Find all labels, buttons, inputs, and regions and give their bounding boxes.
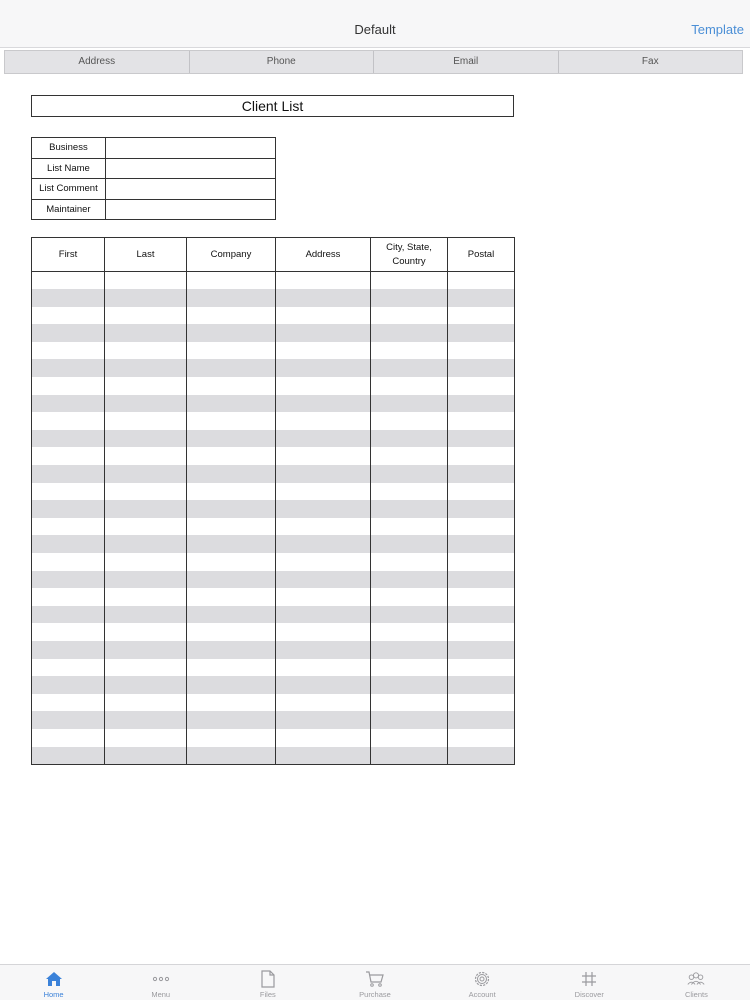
table-cell[interactable] bbox=[32, 606, 105, 624]
table-row bbox=[32, 465, 515, 483]
table-cell[interactable] bbox=[105, 747, 187, 765]
table-cell[interactable] bbox=[448, 342, 515, 360]
table-cell[interactable] bbox=[448, 729, 515, 747]
table-cell[interactable] bbox=[448, 289, 515, 307]
table-cell[interactable] bbox=[187, 272, 276, 290]
table-cell[interactable] bbox=[187, 447, 276, 465]
table-cell[interactable] bbox=[187, 289, 276, 307]
table-cell[interactable] bbox=[105, 395, 187, 413]
table-cell[interactable] bbox=[371, 623, 448, 641]
table-cell[interactable] bbox=[276, 694, 371, 712]
segment-email[interactable]: Email bbox=[374, 51, 559, 73]
table-cell[interactable] bbox=[371, 518, 448, 536]
table-row bbox=[32, 535, 515, 553]
table-cell[interactable] bbox=[187, 606, 276, 624]
table-cell[interactable] bbox=[32, 518, 105, 536]
table-cell[interactable] bbox=[187, 465, 276, 483]
table-cell[interactable] bbox=[187, 729, 276, 747]
column-header-last: Last bbox=[105, 238, 187, 272]
list-comment-field[interactable] bbox=[105, 179, 275, 200]
table-cell[interactable] bbox=[276, 747, 371, 765]
tab-account[interactable] bbox=[429, 965, 536, 1000]
table-row bbox=[32, 588, 515, 606]
table-row bbox=[32, 553, 515, 571]
tab-home[interactable] bbox=[0, 965, 107, 1000]
table-cell[interactable] bbox=[371, 342, 448, 360]
table-cell[interactable] bbox=[276, 359, 371, 377]
table-cell[interactable] bbox=[448, 307, 515, 325]
table-row bbox=[32, 483, 515, 501]
table-cell[interactable] bbox=[371, 729, 448, 747]
table-cell[interactable] bbox=[32, 465, 105, 483]
tab-account-label: Account bbox=[468, 990, 496, 999]
table-cell[interactable] bbox=[448, 747, 515, 765]
table-cell[interactable] bbox=[105, 342, 187, 360]
table-cell[interactable] bbox=[32, 694, 105, 712]
table-cell[interactable] bbox=[105, 500, 187, 518]
table-cell[interactable] bbox=[448, 659, 515, 677]
tab-menu[interactable] bbox=[107, 965, 214, 1000]
list-comment-label: List Comment bbox=[32, 179, 106, 200]
table-cell[interactable] bbox=[448, 395, 515, 413]
segmented-control bbox=[4, 50, 743, 74]
tab-files-label: Files bbox=[259, 990, 276, 999]
table-cell[interactable] bbox=[105, 606, 187, 624]
table-cell[interactable] bbox=[105, 289, 187, 307]
table-cell[interactable] bbox=[448, 430, 515, 448]
table-cell[interactable] bbox=[276, 272, 371, 290]
table-cell[interactable] bbox=[371, 483, 448, 501]
table-cell[interactable] bbox=[32, 324, 105, 342]
table-cell[interactable] bbox=[32, 430, 105, 448]
table-cell[interactable] bbox=[276, 676, 371, 694]
table-cell[interactable] bbox=[371, 711, 448, 729]
table-cell[interactable] bbox=[276, 711, 371, 729]
table-row bbox=[32, 324, 515, 342]
segment-fax[interactable]: Fax bbox=[641, 56, 659, 67]
table-cell[interactable] bbox=[105, 676, 187, 694]
table-cell[interactable] bbox=[105, 272, 187, 290]
table-cell[interactable] bbox=[187, 359, 276, 377]
gear-icon bbox=[472, 969, 492, 989]
table-cell[interactable] bbox=[105, 659, 187, 677]
table-cell[interactable] bbox=[276, 588, 371, 606]
maintainer-field[interactable] bbox=[105, 199, 275, 220]
table-cell[interactable] bbox=[276, 447, 371, 465]
table-cell[interactable] bbox=[32, 289, 105, 307]
table-cell[interactable] bbox=[448, 588, 515, 606]
table-cell[interactable] bbox=[276, 659, 371, 677]
tab-files[interactable] bbox=[214, 965, 321, 1000]
table-cell[interactable] bbox=[448, 535, 515, 553]
table-cell[interactable] bbox=[371, 324, 448, 342]
table-cell[interactable] bbox=[276, 412, 371, 430]
table-row bbox=[32, 518, 515, 536]
table-cell[interactable] bbox=[187, 518, 276, 536]
segment-phone[interactable]: Phone bbox=[190, 51, 375, 73]
table-row bbox=[32, 571, 515, 589]
table-cell[interactable] bbox=[105, 307, 187, 325]
table-cell[interactable] bbox=[105, 465, 187, 483]
table-cell[interactable] bbox=[276, 395, 371, 413]
table-cell[interactable] bbox=[32, 307, 105, 325]
table-row bbox=[32, 272, 515, 290]
people-icon bbox=[686, 969, 706, 989]
table-cell[interactable] bbox=[105, 623, 187, 641]
table-cell[interactable] bbox=[32, 395, 105, 413]
table-cell[interactable] bbox=[371, 289, 448, 307]
table-cell[interactable] bbox=[448, 553, 515, 571]
table-cell[interactable] bbox=[276, 483, 371, 501]
table-cell[interactable] bbox=[371, 430, 448, 448]
list-name-field[interactable] bbox=[105, 158, 275, 179]
client-grid bbox=[31, 237, 515, 765]
hashtag-icon bbox=[579, 969, 599, 989]
table-cell[interactable] bbox=[276, 535, 371, 553]
table-cell[interactable] bbox=[105, 324, 187, 342]
table-cell[interactable] bbox=[276, 623, 371, 641]
table-cell[interactable] bbox=[187, 676, 276, 694]
table-cell[interactable] bbox=[187, 553, 276, 571]
table-cell[interactable] bbox=[32, 571, 105, 589]
tab-bar bbox=[0, 964, 750, 1000]
table-cell[interactable] bbox=[187, 377, 276, 395]
table-row bbox=[32, 729, 515, 747]
table-cell[interactable] bbox=[276, 430, 371, 448]
table-cell[interactable] bbox=[105, 729, 187, 747]
table-cell[interactable] bbox=[448, 641, 515, 659]
template-button[interactable]: Template bbox=[691, 22, 744, 37]
table-cell[interactable] bbox=[448, 606, 515, 624]
table-row bbox=[32, 307, 515, 325]
table-cell[interactable] bbox=[187, 641, 276, 659]
table-cell[interactable] bbox=[371, 676, 448, 694]
table-cell[interactable] bbox=[32, 483, 105, 501]
table-cell[interactable] bbox=[187, 307, 276, 325]
table-cell[interactable] bbox=[448, 412, 515, 430]
table-cell[interactable] bbox=[448, 571, 515, 589]
table-cell[interactable] bbox=[276, 465, 371, 483]
table-cell[interactable] bbox=[105, 483, 187, 501]
table-cell[interactable] bbox=[371, 412, 448, 430]
tab-menu-label: Menu bbox=[151, 990, 171, 999]
table-row bbox=[32, 342, 515, 360]
client-grid-body bbox=[32, 272, 515, 765]
table-cell[interactable] bbox=[32, 359, 105, 377]
table-cell[interactable] bbox=[187, 588, 276, 606]
table-row bbox=[32, 395, 515, 413]
table-cell[interactable] bbox=[32, 377, 105, 395]
table-cell[interactable] bbox=[371, 307, 448, 325]
table-cell[interactable] bbox=[32, 535, 105, 553]
table-cell[interactable] bbox=[105, 359, 187, 377]
table-row bbox=[32, 694, 515, 712]
table-cell[interactable] bbox=[32, 729, 105, 747]
table-cell[interactable] bbox=[32, 272, 105, 290]
column-header-city-state-country: City, State, Country bbox=[371, 238, 448, 272]
table-cell[interactable] bbox=[32, 623, 105, 641]
table-cell[interactable] bbox=[448, 359, 515, 377]
table-cell[interactable] bbox=[187, 412, 276, 430]
column-header-first: First bbox=[32, 238, 105, 272]
column-header-address: Address bbox=[276, 238, 371, 272]
table-cell[interactable] bbox=[105, 588, 187, 606]
table-cell[interactable] bbox=[371, 747, 448, 765]
table-cell[interactable] bbox=[105, 430, 187, 448]
table-cell[interactable] bbox=[276, 377, 371, 395]
table-cell[interactable] bbox=[371, 606, 448, 624]
tab-discover[interactable] bbox=[536, 965, 643, 1000]
table-cell[interactable] bbox=[371, 272, 448, 290]
table-cell[interactable] bbox=[371, 359, 448, 377]
table-cell[interactable] bbox=[276, 518, 371, 536]
table-cell[interactable] bbox=[32, 447, 105, 465]
table-cell[interactable] bbox=[32, 500, 105, 518]
table-cell[interactable] bbox=[448, 272, 515, 290]
nav-title: Default bbox=[354, 22, 396, 37]
table-cell[interactable] bbox=[371, 694, 448, 712]
table-cell[interactable] bbox=[371, 447, 448, 465]
tab-purchase-label: Purchase bbox=[359, 990, 391, 999]
tab-clients[interactable] bbox=[643, 965, 750, 1000]
cart-icon bbox=[365, 969, 385, 989]
document-title[interactable]: Client List bbox=[31, 95, 514, 117]
tab-clients-label: Clients bbox=[684, 990, 708, 999]
table-cell[interactable] bbox=[187, 711, 276, 729]
table-cell[interactable] bbox=[32, 588, 105, 606]
table-cell[interactable] bbox=[105, 412, 187, 430]
table-cell[interactable] bbox=[448, 518, 515, 536]
info-table bbox=[31, 137, 276, 220]
table-cell[interactable] bbox=[448, 623, 515, 641]
table-cell[interactable] bbox=[276, 307, 371, 325]
table-row bbox=[32, 500, 515, 518]
table-cell[interactable] bbox=[187, 483, 276, 501]
table-cell[interactable] bbox=[448, 676, 515, 694]
table-cell[interactable] bbox=[187, 395, 276, 413]
menu-dots-icon bbox=[151, 969, 171, 989]
table-cell[interactable] bbox=[105, 641, 187, 659]
table-cell[interactable] bbox=[448, 711, 515, 729]
table-cell[interactable] bbox=[105, 571, 187, 589]
table-cell[interactable] bbox=[105, 377, 187, 395]
table-cell[interactable] bbox=[187, 535, 276, 553]
table-cell[interactable] bbox=[187, 623, 276, 641]
table-cell[interactable] bbox=[32, 412, 105, 430]
table-cell[interactable] bbox=[105, 694, 187, 712]
table-cell[interactable] bbox=[276, 553, 371, 571]
table-cell[interactable] bbox=[276, 571, 371, 589]
table-cell[interactable] bbox=[371, 500, 448, 518]
table-cell[interactable] bbox=[448, 483, 515, 501]
table-row bbox=[32, 359, 515, 377]
navigation-bar bbox=[0, 0, 750, 48]
tab-purchase[interactable] bbox=[321, 965, 428, 1000]
table-row bbox=[32, 676, 515, 694]
table-cell[interactable] bbox=[32, 342, 105, 360]
table-cell[interactable] bbox=[276, 342, 371, 360]
table-cell[interactable] bbox=[276, 729, 371, 747]
table-row bbox=[32, 623, 515, 641]
table-cell[interactable] bbox=[187, 659, 276, 677]
table-cell[interactable] bbox=[371, 553, 448, 571]
table-cell[interactable] bbox=[371, 465, 448, 483]
table-cell[interactable] bbox=[371, 641, 448, 659]
table-row bbox=[32, 711, 515, 729]
home-icon bbox=[44, 969, 64, 989]
table-row bbox=[32, 430, 515, 448]
table-cell[interactable] bbox=[105, 535, 187, 553]
table-cell[interactable] bbox=[187, 694, 276, 712]
table-cell[interactable] bbox=[371, 571, 448, 589]
table-cell[interactable] bbox=[105, 553, 187, 571]
column-header-postal: Postal bbox=[448, 238, 515, 272]
column-header-company: Company bbox=[187, 238, 276, 272]
table-cell[interactable] bbox=[371, 535, 448, 553]
table-cell[interactable] bbox=[32, 641, 105, 659]
maintainer-label: Maintainer bbox=[32, 199, 106, 220]
table-cell[interactable] bbox=[371, 659, 448, 677]
table-row bbox=[32, 289, 515, 307]
table-cell[interactable] bbox=[187, 571, 276, 589]
table-cell[interactable] bbox=[276, 500, 371, 518]
table-cell[interactable] bbox=[371, 377, 448, 395]
table-cell[interactable] bbox=[276, 324, 371, 342]
file-icon bbox=[258, 969, 278, 989]
table-cell[interactable] bbox=[276, 289, 371, 307]
table-row bbox=[32, 641, 515, 659]
table-cell[interactable] bbox=[448, 500, 515, 518]
table-cell[interactable] bbox=[187, 747, 276, 765]
table-cell[interactable] bbox=[371, 395, 448, 413]
table-cell[interactable] bbox=[448, 324, 515, 342]
table-row bbox=[32, 659, 515, 677]
table-cell[interactable] bbox=[105, 447, 187, 465]
table-cell[interactable] bbox=[187, 500, 276, 518]
business-label: Business bbox=[32, 138, 106, 159]
table-cell[interactable] bbox=[32, 747, 105, 765]
table-cell[interactable] bbox=[105, 711, 187, 729]
business-field[interactable] bbox=[105, 138, 275, 159]
table-cell[interactable] bbox=[371, 588, 448, 606]
table-cell[interactable] bbox=[32, 553, 105, 571]
table-row bbox=[32, 412, 515, 430]
table-cell[interactable] bbox=[32, 676, 105, 694]
list-name-label: List Name bbox=[32, 158, 106, 179]
segment-address[interactable]: Address bbox=[5, 51, 190, 73]
table-row bbox=[32, 606, 515, 624]
table-cell[interactable] bbox=[187, 430, 276, 448]
table-cell[interactable] bbox=[187, 324, 276, 342]
tab-home-label: Home bbox=[43, 990, 64, 999]
table-cell[interactable] bbox=[187, 342, 276, 360]
table-cell[interactable] bbox=[32, 659, 105, 677]
tab-discover-label: Discover bbox=[574, 990, 604, 999]
table-cell[interactable] bbox=[448, 694, 515, 712]
table-row bbox=[32, 747, 515, 765]
table-cell[interactable] bbox=[32, 711, 105, 729]
table-cell[interactable] bbox=[276, 606, 371, 624]
table-row bbox=[32, 377, 515, 395]
table-cell[interactable] bbox=[105, 518, 187, 536]
table-cell[interactable] bbox=[448, 447, 515, 465]
table-cell[interactable] bbox=[276, 641, 371, 659]
table-row bbox=[32, 447, 515, 465]
table-cell[interactable] bbox=[448, 377, 515, 395]
table-cell[interactable] bbox=[448, 465, 515, 483]
